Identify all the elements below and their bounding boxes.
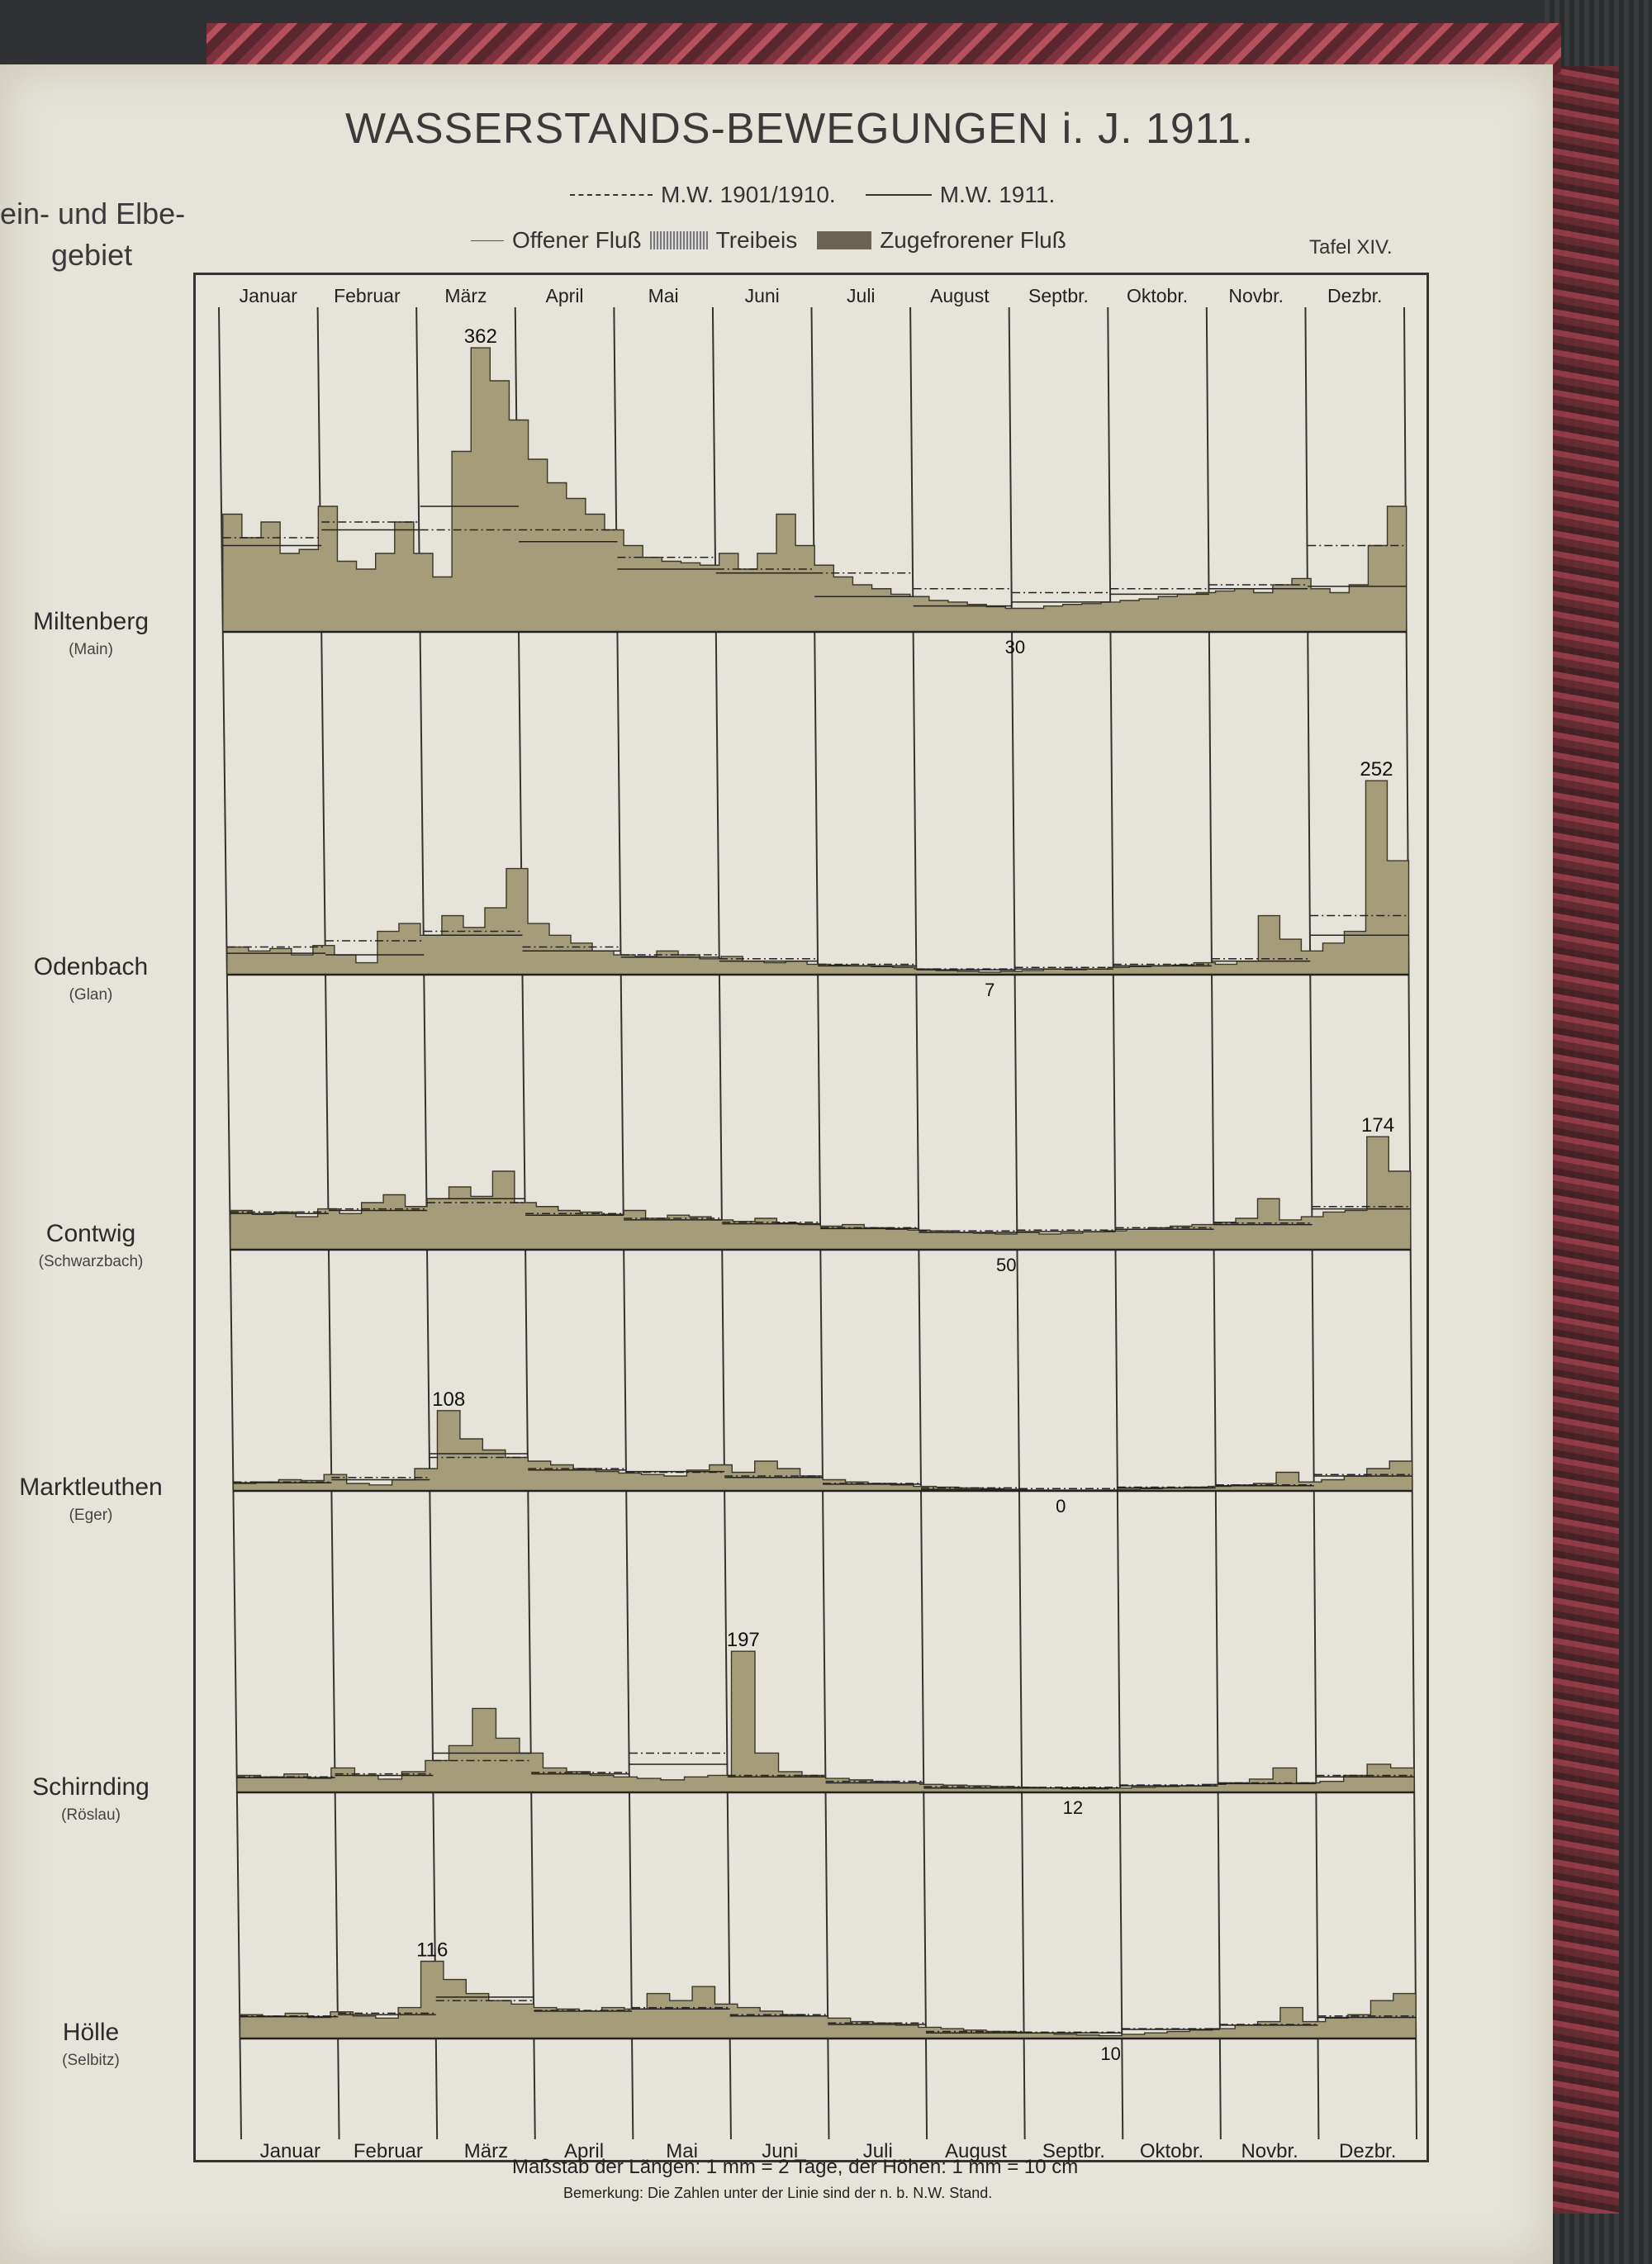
month-label-top: Januar (239, 285, 297, 306)
month-label-bottom: April (564, 2140, 605, 2162)
legend-mw-mean: M.W. 1901/1910. (661, 182, 836, 207)
scale-note: Maßstab der Längen: 1 mm = 2 Tage, der Höhen: 1 mm = 10 cm (512, 2156, 1079, 2178)
peak-label: 116 (416, 1939, 449, 1962)
month-label-top: Oktobr. (1126, 285, 1189, 306)
region-label-line1: ein- und Elbe- (0, 197, 186, 230)
low-water-label: 50 (995, 1255, 1017, 1275)
month-label-top: März (444, 285, 487, 306)
month-label-bottom: Juli (862, 2140, 893, 2162)
station-name-marktleuthen: Marktleuthen (19, 1474, 163, 1501)
station-river: (Main) (69, 641, 113, 658)
station-name-contwig: Contwig (45, 1220, 136, 1247)
low-water-label: 12 (1062, 1797, 1084, 1818)
month-label-top: Juli (847, 285, 876, 306)
station-river: (Selbitz) (62, 2052, 120, 2069)
peak-label: 197 (726, 1629, 760, 1652)
month-label-top: Novbr. (1228, 285, 1284, 306)
legend-open-river: Offener Fluß (512, 227, 642, 253)
peak-label: 174 (1361, 1114, 1395, 1137)
region-label-line2: gebiet (51, 238, 133, 272)
low-water-label: 0 (1056, 1496, 1066, 1516)
legend-drift-ice: Treibeis (715, 227, 798, 253)
month-label-top: Juni (744, 285, 780, 306)
month-label-bottom: Dezbr. (1339, 2140, 1397, 2162)
station-name-miltenberg: Miltenberg (32, 608, 150, 635)
month-label-top: April (545, 285, 584, 306)
month-label-bottom: Mai (666, 2140, 698, 2162)
low-water-label: 10 (1100, 2043, 1121, 2064)
station-name-hölle: Hölle (62, 2019, 120, 2046)
month-label-top: Septbr. (1028, 285, 1089, 306)
legend-mw-year: M.W. 1911. (939, 182, 1056, 207)
station-river: (Röslau) (61, 1806, 121, 1824)
plate-number: Tafel XIV. (1309, 236, 1393, 259)
month-label-top: Dezbr. (1327, 285, 1383, 306)
month-label-bottom: Septbr. (1042, 2140, 1105, 2162)
remark-note: Bemerkung: Die Zahlen unter der Linie sind der n. b. N.W. Stand. (563, 2185, 993, 2201)
low-water-label: 30 (1004, 637, 1026, 657)
station-name-schirnding: Schirnding (32, 1773, 150, 1801)
month-label-bottom: Novbr. (1241, 2140, 1298, 2162)
month-label-bottom: Januar (259, 2140, 320, 2162)
month-label-bottom: Juni (762, 2140, 799, 2162)
month-gridline (1108, 307, 1123, 2139)
month-label-bottom: März (463, 2140, 509, 2162)
station-river: (Eger) (69, 1507, 113, 1524)
month-gridline (1009, 307, 1025, 2139)
month-label-bottom: Februar (353, 2140, 423, 2162)
station-river: (Schwarzbach) (38, 1253, 144, 1270)
station-river: (Glan) (69, 986, 113, 1004)
month-label-top: Februar (334, 285, 401, 306)
peak-label: 362 (463, 325, 497, 349)
month-label-bottom: August (945, 2140, 1007, 2162)
month-gridline (910, 307, 927, 2139)
month-label-top: Mai (648, 285, 679, 306)
low-water-label: 7 (985, 980, 995, 1000)
legend-frozen-river: Zugefrorener Fluß (880, 227, 1066, 253)
month-label-bottom: Oktobr. (1139, 2140, 1204, 2162)
peak-label: 252 (1360, 758, 1393, 781)
peak-label: 108 (432, 1388, 466, 1411)
station-name-odenbach: Odenbach (33, 953, 149, 980)
page-title: WASSERSTANDS-BEWEGUNGEN i. J. 1911. (345, 105, 1255, 153)
month-label-top: August (930, 285, 990, 306)
